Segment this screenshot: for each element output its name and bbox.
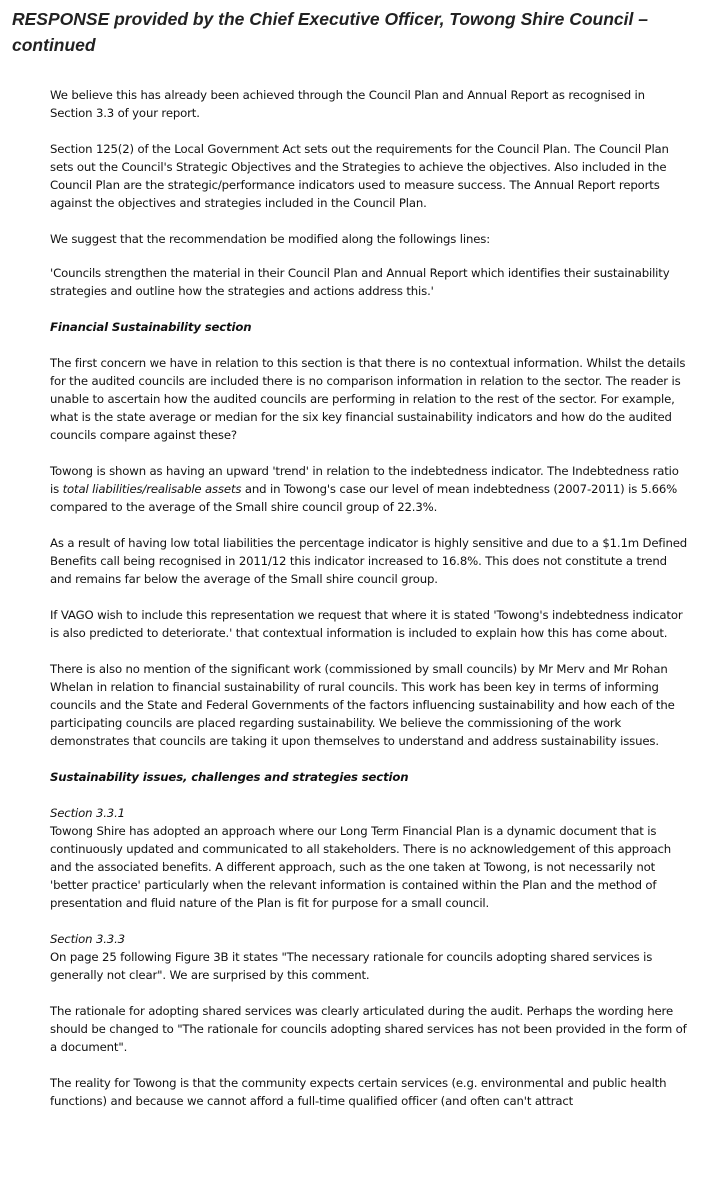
subsection-text: Towong Shire has adopted an approach where our Long Term Financial Plan is a dynamic document that is continuously updated and communicated to all stakeholders. There is no acknowledgement of this approach and the associated benefits. A different approach, such as the one taken at Towong, is not necessarily not 'better practice' particularly when the relevant information is contained within the Plan and the method of presentation and fluid nature of the Plan is fit for purpose for a small council. bbox=[50, 824, 672, 910]
quoted-recommendation: 'Councils strengthen the material in their Council Plan and Annual Report which identifies their sustainability strategies and outline how the strategies and actions address this.' bbox=[50, 266, 670, 298]
page-heading: RESPONSE provided by the Chief Executive Officer, Towong Shire Council – continued bbox=[12, 9, 648, 55]
subsection-title: Section 3.3.1 bbox=[50, 806, 125, 820]
text-run: and in Towong's case our level of mean indebtedness (2007-2011) is 5.66% compared to the average of the Small shire council group of 22.3%. bbox=[50, 482, 678, 514]
paragraph: There is also no mention of the significant work (commissioned by small councils) by Mr Merv and Mr Rohan Whelan in relation to financial sustainability of rural councils. This work has been key in terms of informing councils and the State and Federal Governments of the factors influencing sustainability and how each of the participating councils are placed regarding sustainability. We believe the commissioning of the work demonstrates that councils are taking it upon themselves to understand and address sustainability issues. bbox=[50, 662, 675, 748]
section-heading-financial-sustainability: Financial Sustainability section bbox=[50, 320, 252, 334]
section-3-3-1 bbox=[50, 804, 690, 912]
letter-body bbox=[50, 86, 690, 1110]
subsection-title: Section 3.3.3 bbox=[50, 932, 125, 946]
text-run: Towong is shown as having an upward 'trend' in relation to the indebtedness indicator. The Indebtedness ratio is bbox=[50, 464, 679, 496]
section-3-3-3 bbox=[50, 930, 690, 984]
paragraph: The first concern we have in relation to this section is that there is no contextual information. Whilst the details for the audited councils are included there is no comparison information in relation to the sector. The reader is unable to ascertain how the audited councils are performing in relation to the rest of the sector. For example, what is the state average or median for the six key financial sustainability indicators and how do the audited councils compare against these? bbox=[50, 356, 686, 442]
paragraph: The rationale for adopting shared services was clearly articulated during the audit. Perhaps the wording here should be changed to "The rationale for councils adopting shared services has not been provided in the form of a document". bbox=[50, 1004, 687, 1054]
paragraph-indebtedness bbox=[50, 462, 690, 516]
paragraph: The reality for Towong is that the community expects certain services (e.g. environmental and public health functions) and because we cannot afford a full-time qualified officer (and often can't attract bbox=[50, 1076, 667, 1108]
paragraph: Section 125(2) of the Local Government Act sets out the requirements for the Council Plan. The Council Plan sets out the Council's Strategic Objectives and the Strategies to achieve the objectives. Also included in the Council Plan are the strategic/performance indicators used to measure success. The Annual Report reports against the objectives and strategies included in the Council Plan. bbox=[50, 142, 669, 210]
paragraph: If VAGO wish to include this representation we request that where it is stated 'Towong's indebtedness indicator is also predicted to deteriorate.' that contextual information is included to explain how this has come about. bbox=[50, 608, 683, 640]
subsection-text: On page 25 following Figure 3B it states "The necessary rationale for councils adopting shared services is generally not clear". We are surprised by this comment. bbox=[50, 950, 653, 982]
emphasis-text: total liabilities/realisable assets bbox=[62, 482, 242, 496]
paragraph: We believe this has already been achieved through the Council Plan and Annual Report as recognised in Section 3.3 of your report. bbox=[50, 88, 645, 120]
paragraph: We suggest that the recommendation be modified along the followings lines: bbox=[50, 232, 490, 246]
paragraph: As a result of having low total liabilities the percentage indicator is highly sensitive and due to a $1.1m Defined Benefits call being recognised in 2011/12 this indicator increased to 16.8%. This does not constitute a trend and remains far below the average of the Small shire council group. bbox=[50, 536, 688, 586]
section-heading-sustainability-issues: Sustainability issues, challenges and strategies section bbox=[50, 770, 409, 784]
